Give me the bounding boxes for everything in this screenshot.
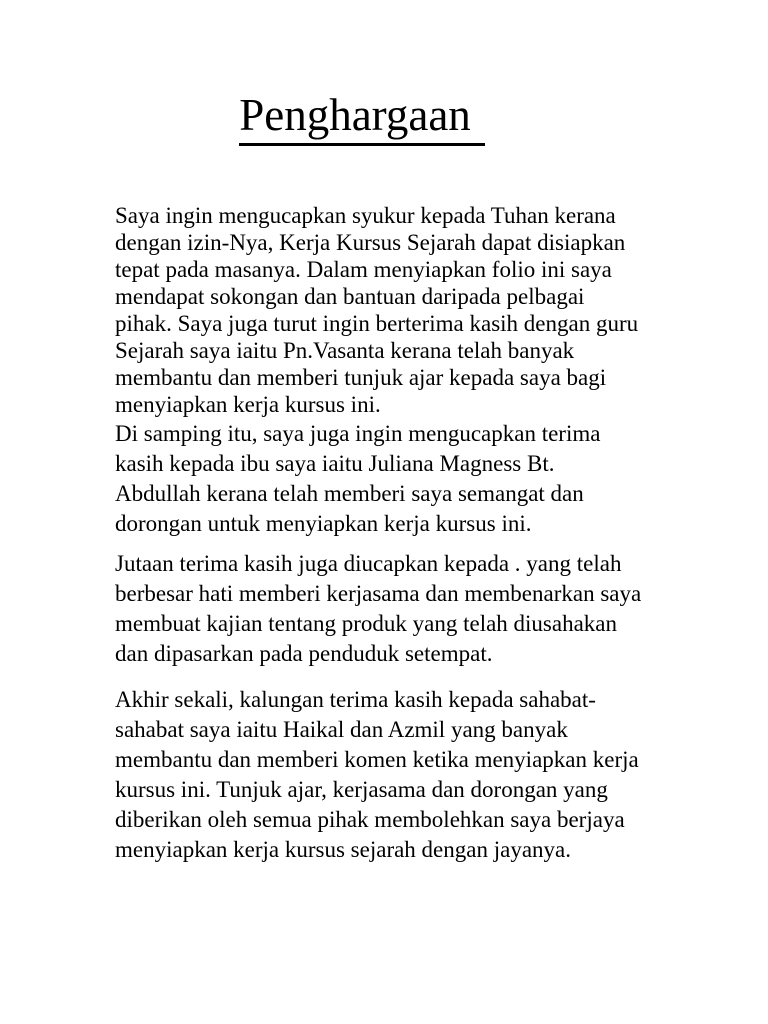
page-title-text: Penghargaan (239, 88, 485, 146)
paragraph (115, 202, 728, 418)
text-line: sahabat saya iaitu Haikal dan Azmil yang banyak (115, 717, 568, 742)
text-line: Di samping itu, saya juga ingin mengucapkan terima (115, 421, 601, 446)
text-line: dengan izin-Nya, Kerja Kursus Sejarah dapat disiapkan (115, 230, 626, 255)
text-line: Saya ingin mengucapkan syukur kepada Tuhan kerana (115, 203, 616, 228)
page-title (0, 88, 746, 146)
text-line: menyiapkan kerja kursus sejarah dengan jayanya. (115, 837, 571, 862)
text-line: menyiapkan kerja kursus ini. (115, 392, 381, 417)
text-line: tepat pada masanya. Dalam menyiapkan folio ini saya (115, 257, 612, 282)
document-body (115, 202, 728, 865)
text-line: mendapat sokongan dan bantuan daripada pelbagai (115, 284, 585, 309)
text-line: membantu dan memberi komen ketika menyiapkan kerja (115, 747, 639, 772)
text-line: pihak. Saya juga turut ingin berterima kasih dengan guru (115, 311, 639, 336)
text-line: Sejarah saya iaitu Pn.Vasanta kerana telah banyak (115, 338, 575, 363)
text-line: dorongan untuk menyiapkan kerja kursus ini. (115, 511, 532, 536)
text-line: kursus ini. Tunjuk ajar, kerjasama dan dorongan yang (115, 777, 608, 802)
text-line: berbesar hati memberi kerjasama dan membenarkan saya (115, 581, 642, 606)
text-line: diberikan oleh semua pihak membolehkan saya berjaya (115, 807, 625, 832)
text-line: dan dipasarkan pada penduduk setempat. (115, 641, 493, 666)
text-line: Jutaan terima kasih juga diucapkan kepada . yang telah (115, 551, 622, 576)
text-line: Abdullah kerana telah memberi saya semangat dan (115, 481, 584, 506)
paragraph (115, 419, 728, 539)
text-line: kasih kepada ibu saya iaitu Juliana Magness Bt. (115, 451, 555, 476)
text-line: membuat kajian tentang produk yang telah diusahakan (115, 611, 618, 636)
paragraph (115, 549, 728, 669)
paragraph (115, 685, 728, 865)
text-line: membantu dan memberi tunjuk ajar kepada saya bagi (115, 365, 607, 390)
text-line: Akhir sekali, kalungan terima kasih kepada sahabat- (115, 687, 596, 712)
